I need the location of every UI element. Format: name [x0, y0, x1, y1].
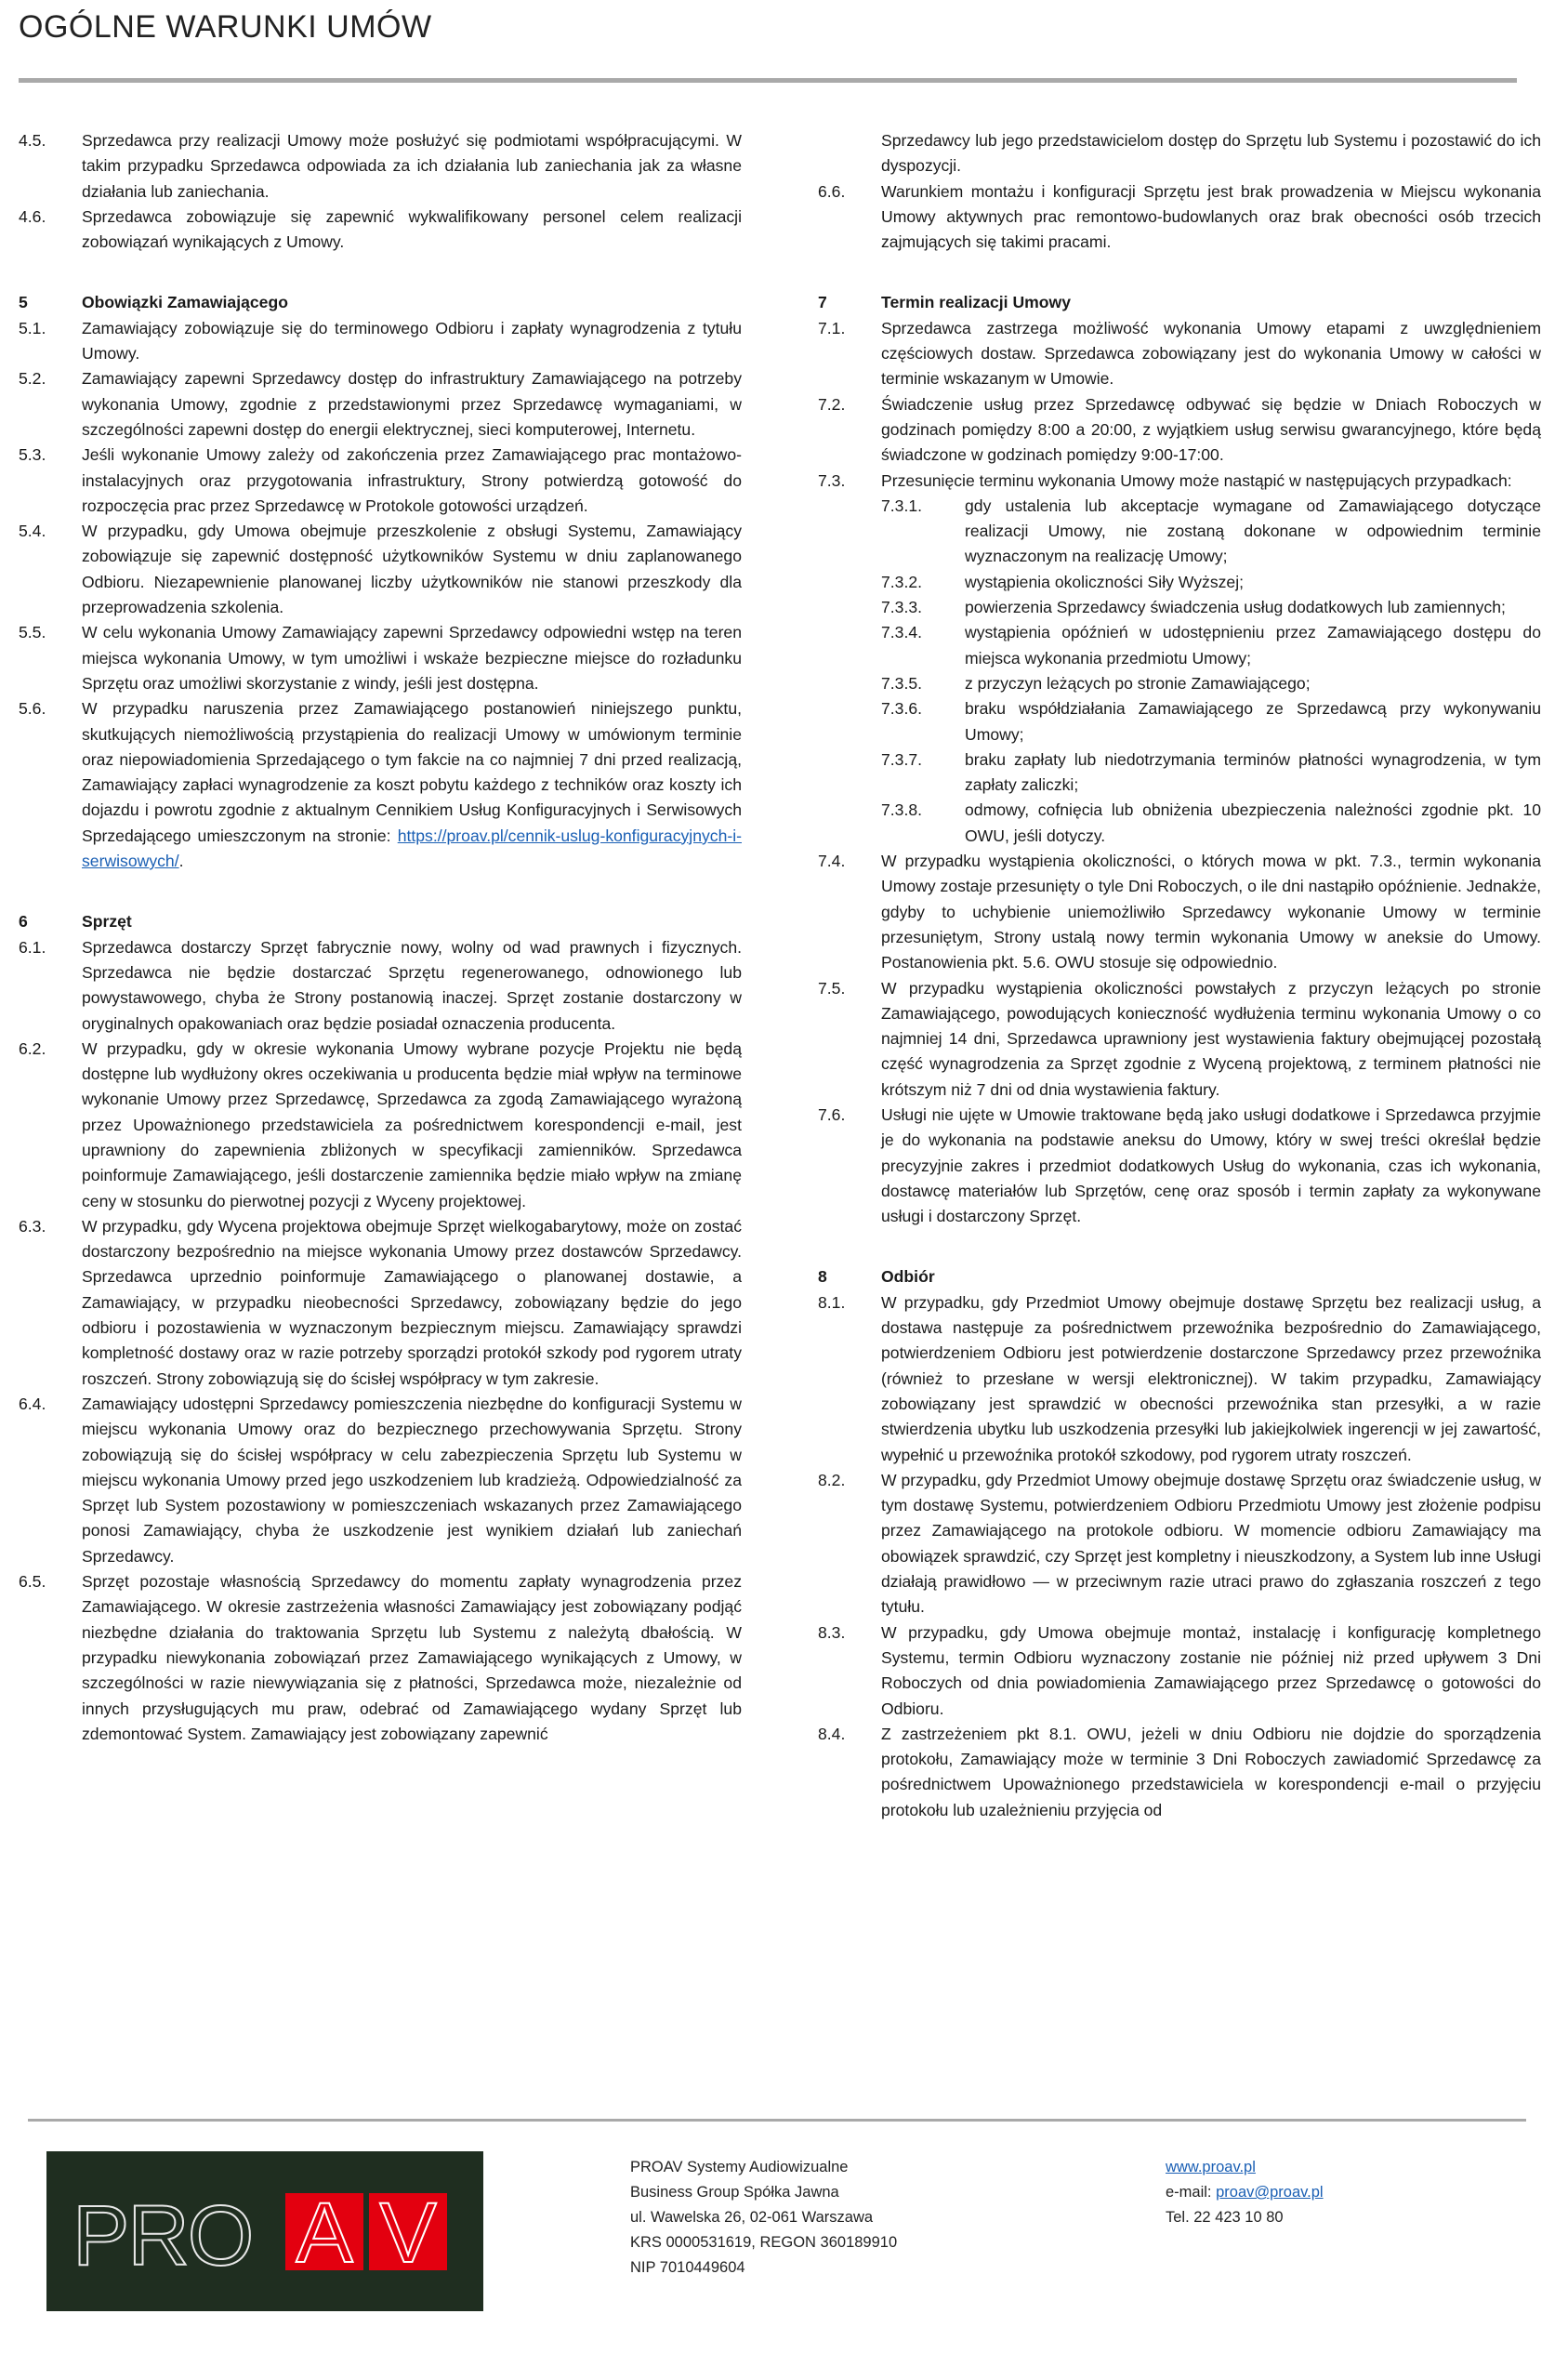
clause: [19, 128, 742, 205]
clause-text: Zamawiający udostępni Sprzedawcy pomieszczenia niezbędne do konfiguracji Systemu w miejscu wykonania Umowy oraz do bezpiecznego przechowywania Sprzętu. Strony zobowiązują się do ścisłej współpracy w celu zabezpieczenia Sprzętu lub Systemu w miejscu wykonania Umowy przed jego uszkodzeniem lub kradzieżą. Odpowiedzialność za Sprzęt lub System pozostawiony w pomieszczeniach wskazanych przez Zamawiającego ponosi Zamawiający, chyba że uszkodzenie jest wynikiem działań lub zaniechań Sprzedawcy.: [82, 1394, 742, 1566]
proav-logo: [46, 2151, 483, 2311]
clause-number: 4.6.: [19, 206, 46, 226]
clause: [818, 1103, 1541, 1229]
clause-number: 8.1.: [818, 1292, 846, 1312]
logo-letter-a: A: [285, 2193, 363, 2270]
clause-number: 6.4.: [19, 1394, 46, 1413]
page-title: OGÓLNE WARUNKI UMÓW: [19, 9, 432, 45]
clause-text: Przesunięcie terminu wykonania Umowy może nastąpić w następujących przypadkach:: [881, 470, 1512, 490]
section-heading: [19, 909, 742, 934]
clause: [818, 179, 1541, 256]
clause-number: 8.3.: [818, 1622, 846, 1642]
clause-text: W przypadku wystąpienia okoliczności, o których mowa w pkt. 7.3., termin wykonania Umowy zostaje przesunięty o tyle Dni Roboczych, o ile dni nastąpiło opóźnienie. Jednakże, gdyby to uchybienie uniemożliwiło Sprzedawcy wykonanie Umowy w terminie przesuniętym, Strony ustalą nowy termin wykonania Umowy w aneksie do Umowy. Postanowienia pkt. 5.6. OWU stosuje się odpowiednio.: [881, 852, 1541, 972]
clause-number: 8.2.: [818, 1470, 846, 1489]
clause: [19, 696, 742, 874]
sub-clause-text: braku współdziałania Zamawiającego ze Sprzedawcą przy wykonywaniu Umowy;: [965, 699, 1541, 744]
sub-clause-text: wystąpienia opóźnień w udostępnieniu przez Zamawiającego dostępu do miejsca wykonania przedmiotu Umowy;: [965, 623, 1541, 668]
sub-clause-number: 7.3.7.: [881, 749, 923, 769]
clause: [818, 976, 1541, 1103]
sub-clause-number: 7.3.5.: [881, 673, 923, 693]
sub-clause-number: 7.3.8.: [881, 800, 923, 820]
sub-clause-text: wystąpienia okoliczności Siły Wyższej;: [965, 572, 1245, 591]
clause: [818, 1468, 1541, 1620]
clause-text-end: .: [178, 852, 184, 871]
sub-clause-text: z przyczyn leżących po stronie Zamawiającego;: [965, 673, 1311, 693]
clause-number: 5.2.: [19, 369, 46, 389]
clause-text: Świadczenie usług przez Sprzedawcę odbywać się będzie w Dniach Roboczych w godzinach pomiędzy 8:00 a 20:00, z wyjątkiem usług serwisu gwarancyjnego, które będą świadczone w godzinach pomiędzy 9:00-17:00.: [881, 394, 1541, 465]
clause-number: 5.3.: [19, 445, 46, 465]
clause: [19, 935, 742, 1037]
clause-number: 7.3.: [818, 470, 846, 490]
clause-text: Sprzedawca zastrzega możliwość wykonania Umowy etapami z uwzględnieniem częściowych dostaw. Sprzedawca zobowiązany jest do wykonania Umowy w całości w terminie wskazanym w Umowie.: [881, 318, 1541, 389]
clause-text: Sprzedawca dostarczy Sprzęt fabrycznie nowy, wolny od wad prawnych i fizycznych. Sprzedawca nie będzie dostarczać Sprzętu regenerowanego, odnowionego lub powystawowego, chyba że Strony postanowią inaczej. Sprzęt zostanie dostarczony w oryginalnych opakowaniach oraz będzie posiadał oznaczenia producenta.: [82, 937, 742, 1033]
sub-clause-text: gdy ustalenia lub akceptacje wymagane od Zamawiającego dotyczące realizacji Umowy, nie zostaną dokonane w odpowiednim terminie wyznaczonym na realizację Umowy;: [965, 496, 1541, 566]
sub-clause-text: odmowy, cofnięcia lub obniżenia ubezpieczenia należności zgodnie pkt. 10 OWU, jeśli dotyczy.: [965, 800, 1541, 845]
section-4-continuation: [19, 128, 742, 255]
clause: [19, 620, 742, 696]
sub-clause-text: braku zapłaty lub niedotrzymania terminów płatności wynagrodzenia, w tym zapłaty zaliczki;: [965, 749, 1541, 795]
footer-divider: [28, 2119, 1526, 2122]
section-8: [818, 1264, 1541, 1823]
clause-text: W przypadku wystąpienia okoliczności powstałych z przyczyn leżących po stronie Zamawiającego, powodujących konieczność wydłużenia terminu wykonania Umowy o co najmniej 14 dni, Sprzedawca uprawniony jest wystawienia faktury obejmującej pozostałą część wynagrodzenia za Sprzęt zgodnie z Wyceną projektową, z terminem płatności nie krótszym niż 7 dni od dnia wystawienia faktury.: [881, 978, 1541, 1099]
company-line: PROAV Systemy Audiowizualne: [630, 2159, 849, 2175]
section-6-continuation: [818, 128, 1541, 255]
clause-number: 6.3.: [19, 1216, 46, 1236]
company-info: [630, 2155, 897, 2281]
clause-number: 4.5.: [19, 131, 46, 150]
clause: [19, 366, 742, 443]
company-line: ul. Wawelska 26, 02-061 Warszawa: [630, 2209, 874, 2226]
clause-text: Jeśli wykonanie Umowy zależy od zakończenia przez Zamawiającego prac montażowo-instalacyjnych oraz przygotowania infrastruktury, Strony potwierdzą gotowość do rozpoczęcia prac przez Sprzedawcę w Protokole gotowości urządzeń.: [82, 445, 742, 515]
company-line: NIP 7010449604: [630, 2259, 745, 2276]
clause: [19, 205, 742, 256]
section-heading: [818, 290, 1541, 315]
clause-number: 7.1.: [818, 318, 846, 337]
sub-clause-text: powierzenia Sprzedawcy świadczenia usług dodatkowych lub zamiennych;: [965, 598, 1506, 617]
sub-clause: [881, 494, 1541, 570]
clause-text: W przypadku, gdy w okresie wykonania Umowy wybrane pozycje Projektu nie będą dostępne lub wydłużony okres oczekiwania u producenta będzie miał wpływ na terminowe wykonanie Umowy przez Sprzedawcę, Sprzedawca za zgodą Zamawiającego wyrażoną przez Upoważnionego przedstawiciela za pośrednictwem korespondencji e-mail, jest uprawniony do zapewnienia zbliżonych w specyfikacji zamienników. Sprzedawca poinformuje Zamawiającego, jeśli dostarczenie zamiennika będzie miało wpływ na zmianę ceny w stosunku do pierwotnej pozycji z Wyceny projektowej.: [82, 1038, 742, 1210]
clause-number: 5.5.: [19, 623, 46, 642]
clause-text: [82, 696, 742, 874]
clause: [818, 849, 1541, 975]
sub-clause: [881, 798, 1541, 849]
clause-continuation: Sprzedawcy lub jego przedstawicielom dostęp do Sprzętu lub Systemu i pozostawić do ich dyspozycji.: [881, 131, 1541, 176]
clause: [818, 1290, 1541, 1468]
section-title: Termin realizacji Umowy: [881, 293, 1072, 312]
clause: [19, 316, 742, 367]
clause-number: 6.2.: [19, 1038, 46, 1058]
company-line: KRS 0000531619, REGON 360189910: [630, 2234, 898, 2251]
clause-text: Zamawiający zapewni Sprzedawcy dostęp do infrastruktury Zamawiającego na potrzeby wykonania Umowy, zgodnie z przedstawionymi przez Sprzedawcę wymaganiami, w szczególności zapewni dostęp do energii elektrycznej, sieci komputerowej, Internetu.: [82, 369, 742, 439]
section-title: Sprzęt: [82, 912, 132, 932]
clause: [818, 1722, 1541, 1823]
logo-text-pro: PRO: [72, 2188, 253, 2283]
right-column: [818, 128, 1541, 1856]
clause: [19, 1392, 742, 1569]
price-list-link[interactable]: https://proav.pl/cennik-uslug-konfiguracyjnych-i-serwisowych/: [82, 826, 742, 871]
section-title: Odbiór: [881, 1267, 935, 1287]
clause: [818, 1620, 1541, 1722]
clause-text: W przypadku, gdy Wycena projektowa obejmuje Sprzęt wielkogabarytowy, może on zostać dostarczony bezpośrednio na miejsce wykonania Umowy przez dostawców Sprzedawcy. Sprzedawca uprzednio poinformuje Zamawiającego o planowanej dostawie, a Zamawiający, w przypadku nieobecności Sprzedawcy, zobowiązany będzie do jego odbioru i pozostawienia w wyznaczonym bezpiecznym miejscu. Zamawiający sprawdzi kompletność dostawy oraz w razie potrzeby sporządzi protokół szkody pod rygorem utraty roszczeń. Strony zobowiązują się do ścisłej współpracy w tym zakresie.: [82, 1216, 742, 1388]
email-label: e-mail:: [1166, 2184, 1217, 2201]
clause: [19, 443, 742, 519]
clause-number: 7.4.: [818, 852, 846, 871]
clause: [19, 1037, 742, 1214]
section-7: [818, 290, 1541, 1229]
clause-text: Z zastrzeżeniem pkt 8.1. OWU, jeżeli w dniu Odbioru nie dojdzie do sporządzenia protokołu, Zamawiający może w terminie 3 Dni Roboczych zawiadomić Sprzedawcę za pośrednictwem Upoważnionego przedstawiciela w korespondencji e-mail o przyjęciu protokołu lub uzależnieniu przyjęcia od: [881, 1724, 1541, 1819]
clause-text: W celu wykonania Umowy Zamawiający zapewni Sprzedawcy odpowiedni wstęp na teren miejsca wykonania Umowy, w tym umożliwi i wskaże bezpieczne miejsce do rozładunku Sprzętu oraz umożliwi skorzystanie z windy, jeśli jest dostępna.: [82, 623, 742, 693]
clause: [19, 1214, 742, 1392]
clause: [818, 316, 1541, 392]
clause: [19, 519, 742, 620]
section-6: [19, 909, 742, 1747]
section-number: 7: [818, 293, 827, 312]
clause-text: Sprzedawca zobowiązuje się zapewnić wykwalifikowany personel celem realizacji zobowiązań wynikających z Umowy.: [82, 206, 742, 252]
sub-clause: [881, 595, 1541, 620]
clause-number: 8.4.: [818, 1724, 846, 1743]
section-number: 5: [19, 293, 28, 312]
header-divider: [19, 78, 1517, 83]
sub-clause: [881, 671, 1541, 696]
section-5: [19, 290, 742, 874]
email-link[interactable]: proav@proav.pl: [1216, 2184, 1324, 2201]
logo-letter-v: V: [369, 2193, 447, 2270]
sub-clause-number: 7.3.1.: [881, 496, 923, 515]
section-number: 8: [818, 1267, 827, 1287]
clause-text: W przypadku, gdy Umowa obejmuje montaż, instalację i konfigurację kompletnego Systemu, termin Odbioru wyznaczony zostanie nie później niż przed upływem 3 Dni Roboczych od dnia powiadomienia Zamawiającego przez Sprzedawcę o gotowości do Odbioru.: [881, 1622, 1541, 1718]
clause: [818, 392, 1541, 469]
phone-number: Tel. 22 423 10 80: [1166, 2209, 1284, 2226]
left-column: [19, 128, 742, 1779]
sub-clause: [881, 747, 1541, 799]
sub-clause: [881, 620, 1541, 671]
section-heading: [818, 1264, 1541, 1289]
sub-clause-number: 7.3.2.: [881, 572, 923, 591]
clause-text-body: W przypadku naruszenia przez Zamawiającego postanowień niniejszego punktu, skutkujących niemożliwością przystąpienia do realizacji Umowy w umówionym terminie oraz niepowiadomienia Sprzedającego o tym fakcie na co najmniej 7 dni przed realizacją, Zamawiający zapłaci wynagrodzenie za koszt pobytu każdego z techników oraz koszty ich dojazdu i powrotu zgodnie z aktualnym Cennikiem Usług Konfiguracyjnych i Serwisowych Sprzedającego umieszczonym na stronie:: [82, 699, 742, 845]
sub-clause-number: 7.3.4.: [881, 623, 923, 642]
sub-clause-number: 7.3.3.: [881, 598, 923, 617]
clause-text: Zamawiający zobowiązuje się do terminowego Odbioru i zapłaty wynagrodzenia z tytułu Umowy.: [82, 318, 742, 364]
clause-text: Sprzedawca przy realizacji Umowy może posłużyć się podmiotami współpracującymi. W takim przypadku Sprzedawca odpowiada za ich działania lub zaniechania jak za własne działania lub zaniechania.: [82, 131, 742, 201]
website-link[interactable]: www.proav.pl: [1166, 2159, 1256, 2175]
section-heading: [19, 290, 742, 315]
clause-text: W przypadku, gdy Umowa obejmuje przeszkolenie z obsługi Systemu, Zamawiający zobowiązuje się zapewnić dostępność użytkowników Systemu w dniu zaplanowanego Odbioru. Niezapewnienie planowanej liczby użytkowników nie stanowi przeszkody dla przeprowadzenia szkolenia.: [82, 522, 742, 617]
clause-text: Sprzęt pozostaje własnością Sprzedawcy do momentu zapłaty wynagrodzenia przez Zamawiającego. W okresie zastrzeżenia własności Zamawiający jest zobowiązany podjąć niezbędne działania do traktowania Sprzętu lub Systemu z należytą dbałością. W przypadku niewykonania zobowiązań przez Zamawiającego wynikających z Umowy, w szczególności w razie niewywiązania się z płatności, Sprzedawca może, niezależnie od innych przysługujących mu praw, odebrać od Zamawiającego wydany Sprzęt lub zdemontować System. Zamawiający jest zobowiązany zapewnić: [82, 1572, 742, 1743]
clause: [19, 1569, 742, 1747]
clause-number: 5.1.: [19, 318, 46, 337]
clause-number: 7.6.: [818, 1104, 846, 1124]
clause-number: 5.6.: [19, 699, 46, 719]
clause-text: Usługi nie ujęte w Umowie traktowane będą jako usługi dodatkowe i Sprzedawca przyjmie je do wykonania na podstawie aneksu do Umowy, który w swej treści określał będzie precyzyjnie zakres i przedmiot dodatkowych Usług do wykonania, czas ich wykonania, dostawcę materiałów lub Sprzętów, cenę oraz sposób i termin zapłaty za wykonywane usługi i dostarczony Sprzęt.: [881, 1104, 1541, 1226]
clause-number: 7.2.: [818, 394, 846, 414]
sub-clause: [881, 696, 1541, 747]
section-title: Obowiązki Zamawiającego: [82, 293, 288, 312]
clause-text: W przypadku, gdy Przedmiot Umowy obejmuje dostawę Sprzętu oraz świadczenie usług, w tym dostawę Systemu, potwierdzeniem Odbioru Przedmiotu Umowy jest złożenie podpisu przez Zamawiającego na protokole odbioru. W momencie odbioru Zamawiający ma obowiązek sprawdzić, czy Sprzęt jest kompletny i nieuszkodzony, a System lub inne Usługi działają prawidłowo — w przeciwnym razie utraci prawo do zgłaszania roszczeń z tego tytułu.: [881, 1470, 1541, 1617]
contact-info: [1166, 2155, 1324, 2230]
section-number: 6: [19, 912, 28, 932]
clause-number: 6.1.: [19, 937, 46, 957]
clause-number: 7.5.: [818, 978, 846, 998]
clause: [818, 469, 1541, 494]
clause-text: W przypadku, gdy Przedmiot Umowy obejmuje dostawę Sprzętu bez realizacji usług, a dostawa następuje za pośrednictwem przewoźnika bezpośrednio do Zamawiającego, potwierdzeniem Odbioru jest potwierdzenie dostarczone Sprzedawcy przez przewoźnika (również to przesłane w wersji elektronicznej). W takim przypadku, Zamawiający zobowiązany jest sprawdzić w obecności przewoźnika stan przesyłki, a w razie stwierdzenia ubytku lub uszkodzenia przesyłki lub jakiejkolwiek ingerencji w jej zawartość, wypełnić u przewoźnika protokół szkodowy, pod rygorem utraty roszczeń.: [881, 1292, 1541, 1464]
clause-number: 6.5.: [19, 1572, 46, 1592]
company-line: Business Group Spółka Jawna: [630, 2184, 839, 2201]
sub-clause: [881, 570, 1541, 595]
clause-number: 6.6.: [818, 181, 846, 201]
clause-number: 5.4.: [19, 522, 46, 541]
clause-text: Warunkiem montażu i konfiguracji Sprzętu jest brak prowadzenia w Miejscu wykonania Umowy aktywnych prac remontowo-budowlanych oraz brak obecności osób trzecich zajmujących się takimi pracami.: [881, 181, 1541, 252]
sub-clause-number: 7.3.6.: [881, 699, 923, 719]
